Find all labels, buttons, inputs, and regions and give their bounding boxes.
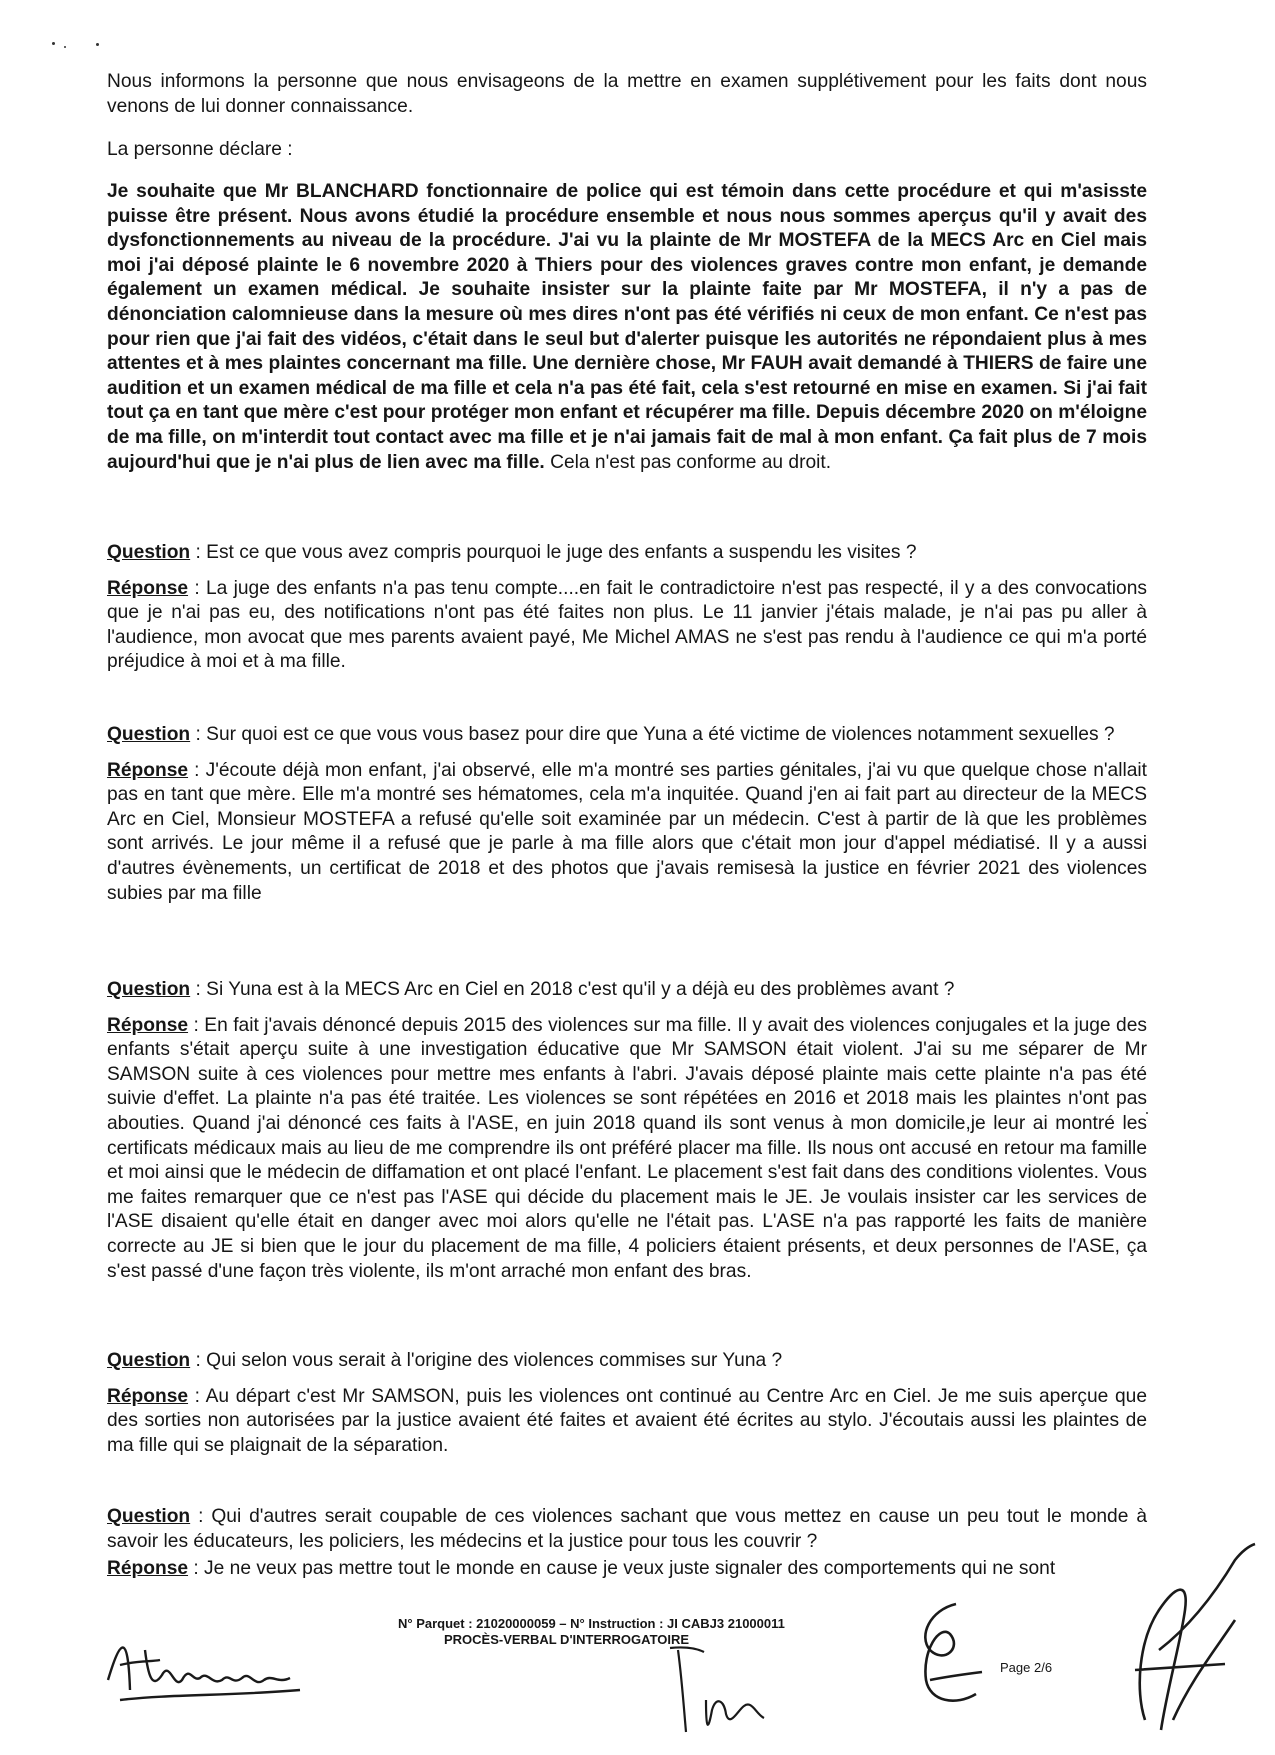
response-5: Réponse : Je ne veux pas mettre tout le monde en cause je veux juste signaler des comportements qui ne sont [107,1558,1056,1580]
declares-block [107,138,1147,163]
question-5: Question : Qui d'autres serait coupable de ces violences sachant que vous mettez en cause un peu tout le monde à savoir les éducateurs, les policiers, les médecins et la justice pour tous les couvrir ? [107,1506,1147,1552]
statement-text: Je souhaite que Mr BLANCHARD fonctionnaire de police qui est témoin dans cette procédure et qui m'asisste puisse être présent. Nous avons étudié la procédure ensemble et nous nous sommes aperçus qu'il y avait des dysfonctionnements au niveau de la procédure. J'ai vu la plainte de Mr MOSTEFA de la MECS Arc en Ciel mais moi j'ai déposé plainte le 6 novembre 2020 à Thiers pour des violences graves contre mon enfant, je demande également un examen médical. Je souhaite insister sur la plainte faite par Mr MOSTEFA, il n'y a pas de dénonciation calomnieuse dans la mesure où mes dires n'ont pas été vérifiés ni ceux de mon enfant. Ce n'est pas pour rien que j'ai fait des vidéos, c'était dans le seul but d'alerter puisque les autorités ne répondaient plus à mes attentes et à mes plaintes concernant ma fille. Une dernière chose, Mr FAUH avait demandé à THIERS de faire une audition et un examen médical de ma fille et cela n'a pas été fait, cela s'est retourné en mise en examen. Si j'ai fait tout ça en tant que mère c'est pour protéger mon enfant et récupérer ma fille. Depuis décembre 2020 on m'éloigne de ma fille, on m'interdit tout contact avec ma fille et je n'ai jamais fait de mal à mon enfant. Ça fait plus de 7 mois aujourd'hui que je n'ai plus de lien avec ma fille. [107,181,1147,473]
intro-text: Nous informons la personne que nous envisageons de la mettre en examen supplétivement pour les faits dont nous venons de lui donner connaissance. [107,71,1147,117]
qa-block-1 [107,541,1147,675]
response-3: Réponse : En fait j'avais dénoncé depuis 2015 des violences sur ma fille. Il y avait des violences conjugales et la juge des enfants s'était aperçu suite à une investigation éducative que Mr SAMSON était violent. J'ai su me séparer de Mr SAMSON suite à ces violences pour mettre mes enfants à l'abri. J'avais déposé plainte mais cette plainte n'a pas été suivie d'effet. La plainte n'a pas été traitée. Les violences se sont répétées en 2016 et 2018 mais les plaintes n'ont pas abouties. Quand j'ai dénoncé ces faits à l'ASE, en juin 2018 quand ils sont venus à mon domicile,je leur ai montré les certificats médicaux mais au lieu de me comprendre ils ont préféré placer ma fille. Ils nous ont accusé en retour ma famille et moi ainsi que le médecin de diffamation et ont placé l'enfant. Le placement s'est fait dans des conditions violentes. Vous me faites remarquer que ce n'est pas l'ASE qui décide du placement mais le JE. Je voulais insister car les services de l'ASE disaient qu'elle était en danger avec moi alors qu'elle ne l'était pas. L'ASE n'a pas rapporté les faits de manière correcte au JE si bien que le jour du placement de ma fille, 4 policiers étaient présents, et deux personnes de l'ASE, ça s'est passé d'une façon très violente, ils m'ont arraché mon enfant des bras. [107,1014,1147,1282]
response-label: Réponse [107,1014,189,1036]
question-text: Est ce que vous avez compris pourquoi le juge des enfants a suspendu les visites ? [206,542,917,563]
response-text: En fait j'avais dénoncé depuis 2015 des violences sur ma fille. Il y avait des violences conjugales et la juge des enfants s'était aperçu suite à une investigation éducative que Mr SAMSON était violent. J'ai su me séparer de Mr SAMSON suite à ces violences pour mettre mes enfants à l'abri. J'avais déposé plainte mais cette plainte n'a pas été suivie d'effet. La plainte n'a pas été traitée. Les violences se sont répétées en 2016 et 2018 mais les plaintes n'ont pas abouties. Quand j'ai dénoncé ces faits à l'ASE, en juin 2018 quand ils sont venus à mon domicile,je leur ai montré les certificats médicaux mais au lieu de me comprendre ils ont préféré placer ma fille. Ils nous ont accusé en retour ma famille et moi ainsi que le médecin de diffamation et ont placé l'enfant. Le placement s'est fait dans des conditions violentes. Vous me faites remarquer que ce n'est pas l'ASE qui décide du placement mais le JE. Je voulais insister car les services de l'ASE disaient qu'elle était en danger avec moi alors qu'elle ne l'était pas. L'ASE n'a pas rapporté les faits de manière correcte au JE si bien que le jour du placement de ma fille, 4 policiers étaient présents, et deux personnes de l'ASE, ça s'est passé d'une façon très violente, ils m'ont arraché mon enfant des bras. [107,1014,1147,1282]
signature-center [660,1640,780,1740]
question-label: Question [107,979,191,1000]
response-4: Réponse : Au départ c'est Mr SAMSON, puis les violences ont continué au Centre Arc en Ciel. Je me suis aperçue que des sorties non autorisées par la justice avaient été faites et avaient été écrites au stylo. J'écoutais aussi les plaintes de ma fille qui se plaignait de la séparation. [107,1385,1147,1456]
response-2: Réponse : J'écoute déjà mon enfant, j'ai observé, elle m'a montré ses parties génitales, j'ai vu que quelque chose n'allait pas en tant que mère. Elle m'a montré ses hématomes, cela m'a inquitée. Quand j'en ai fait part au directeur de la MECS Arc en Ciel, Monsieur MOSTEFA a refusé qu'elle soit examinée par un médecin. C'est à partir de là que les problèmes sont arrivés. Le jour même il a refusé que je parle à ma fille alors que c'était mon jour d'appel médiatisé. Il y a aussi d'autres évènements, un certificat de 2018 et des photos que j'avais remisesà la justice en février 2021 des violences subies par ma fille [107,759,1148,904]
question-text: Si Yuna est à la MECS Arc en Ciel en 2018 c'est qu'il y a déjà eu des problèmes avant ? [206,979,955,1000]
question-label: Question [107,724,191,745]
footer-reference [398,1616,878,1648]
scan-speck [64,46,66,48]
question-label: Question [107,542,191,563]
footer-case-numbers: N° Parquet : 21020000059 – N° Instruction : JI CABJ3 21000011 [398,1616,785,1631]
question-2: Question : Sur quoi est ce que vous vous basez pour dire que Yuna a été victime de violences notamment sexuelles ? [107,724,1115,745]
question-4: Question : Qui selon vous serait à l'origine des violences commises sur Yuna ? [107,1350,783,1371]
question-label: Question [107,1350,191,1371]
response-text: Je ne veux pas mettre tout le monde en cause je veux juste signaler des comportements qui ne sont [204,1558,1056,1580]
response-label: Réponse [107,759,189,781]
statement-paragraph [107,180,1147,475]
question-text: Qui d'autres serait coupable de ces violences sachant que vous mettez en cause un peu tout le monde à savoir les éducateurs, les policiers, les médecins et la justice pour tous les couvrir ? [107,1506,1147,1552]
scan-speck [96,43,99,46]
footer-document-title: PROCÈS-VERBAL D'INTERROGATOIRE [444,1632,690,1647]
response-1: Réponse : La juge des enfants n'a pas tenu compte....en fait le contradictoire n'est pas respecté, il y a des convocations que je n'ai pas eu, des notifications n'ont pas été faites non plus. Le 11 janvier j'étais malade, je n'ai pas pu aller à l'audience, mon avocat que mes parents avaient payé, Me Michel AMAS ne s'est pas rendu à l'audience ce qui m'a porté préjudice à moi et à ma fille. [107,577,1147,673]
signature-initials [900,1590,990,1720]
statement-block [107,180,1147,475]
response-text: La juge des enfants n'a pas tenu compte....en fait le contradictoire n'est pas respecté, il y a des convocations que je n'ai pas eu, des notifications n'ont pas été faites non plus. Le 11 janvier j'étais malade, je n'ai pas pu aller à l'audience, mon avocat que mes parents avaient payé, Me Michel AMAS ne s'est pas rendu à l'audience ce qui m'a porté préjudice à moi et à ma fille. [107,577,1147,673]
declares-label: La personne déclare : [107,139,293,160]
intro-block [107,70,1147,119]
question-1: Question : Est ce que vous avez compris pourquoi le juge des enfants a suspendu les visites ? [107,542,917,563]
scan-speck [52,42,55,45]
question-3: Question : Si Yuna est à la MECS Arc en Ciel en 2018 c'est qu'il y a déjà eu des problèmes avant ? [107,979,955,1000]
signature-right [1115,1540,1265,1740]
response-text: J'écoute déjà mon enfant, j'ai observé, elle m'a montré ses parties génitales, j'ai vu que quelque chose n'allait pas en tant que mère. Elle m'a montré ses hématomes, cela m'a inquitée. Quand j'en ai fait part au directeur de la MECS Arc en Ciel, Monsieur MOSTEFA a refusé qu'elle soit examinée par un médecin. C'est à partir de là que les problèmes sont arrivés. Le jour même il a refusé que je parle à ma fille alors que c'était mon jour d'appel médiatisé. Il y a aussi d'autres évènements, un certificat de 2018 et des photos que j'avais remisesà la justice en février 2021 des violences subies par ma fille [107,759,1148,904]
signature-left [100,1620,300,1720]
qa-block-4 [107,1349,1147,1458]
response-label: Réponse [107,1385,189,1407]
statement-tail: Cela n'est pas conforme au droit. [550,451,832,473]
question-text: Sur quoi est ce que vous vous basez pour dire que Yuna a été victime de violences notamment sexuelles ? [206,724,1115,745]
qa-block-2 [107,723,1147,906]
qa-block-3 [107,978,1147,1284]
response-text: Au départ c'est Mr SAMSON, puis les violences ont continué au Centre Arc en Ciel. Je me suis aperçue que des sorties non autorisées par la justice avaient été faites et avaient été écrites au stylo. J'écoutais aussi les plaintes de ma fille qui se plaignait de la séparation. [107,1385,1147,1456]
page-number: Page 2/6 [1000,1660,1053,1675]
question-label: Question [107,1506,191,1527]
qa-block-5 [107,1505,1147,1582]
response-label: Réponse [107,577,189,599]
question-text: Qui selon vous serait à l'origine des violences commises sur Yuna ? [206,1350,783,1371]
response-label: Réponse [107,1558,189,1580]
